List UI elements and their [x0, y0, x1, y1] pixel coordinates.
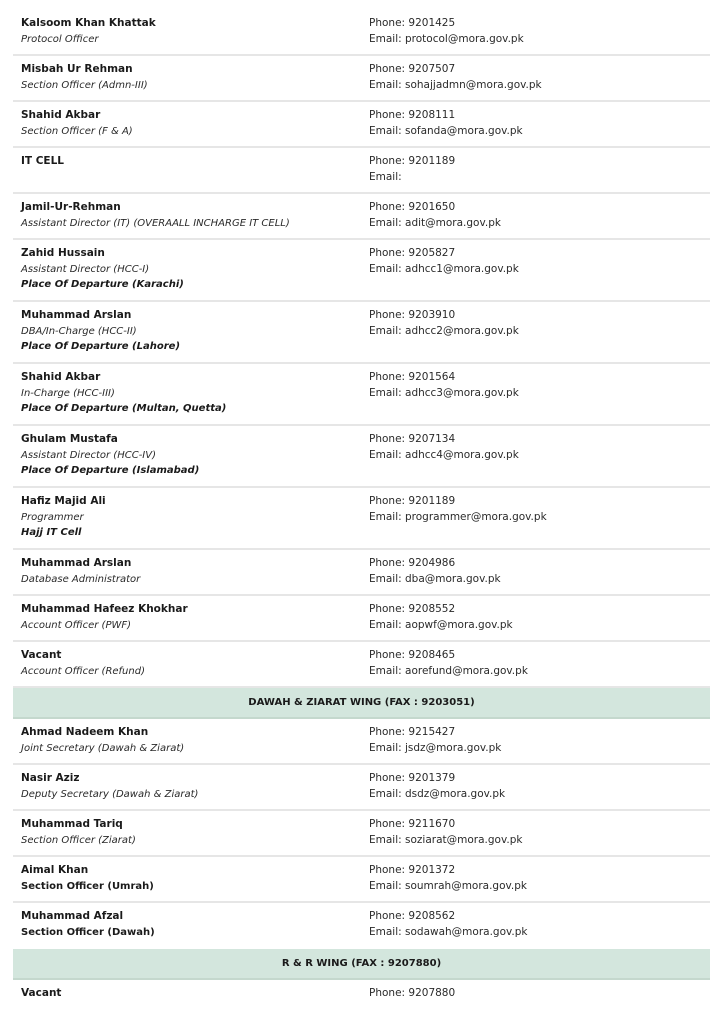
table-row	[13, 426, 710, 488]
person-cell	[13, 194, 362, 238]
contact-cell	[362, 857, 710, 901]
person-designation: Account Officer (Refund)	[21, 665, 145, 677]
table-row	[13, 240, 710, 302]
person-designation: Account Officer (PWF)	[21, 619, 132, 631]
person-name: Vacant	[21, 649, 62, 661]
person-name: Kalsoom Khan Khattak	[21, 17, 156, 29]
email-address[interactable]: Email: protocol@mora.gov.pk	[369, 32, 524, 45]
person-name: Muhammad Hafeez Khokhar	[21, 603, 188, 615]
section-header-dawah-ziarat-wing	[13, 688, 710, 719]
person-name: Nasir Aziz	[21, 772, 80, 784]
person-designation: DBA/In-Charge (HCC-II)	[21, 325, 137, 337]
table-row	[13, 550, 710, 596]
person-designation: Assistant Director (IT) (OVERAALL INCHARGE IT CELL)	[21, 217, 290, 229]
person-cell	[13, 596, 362, 640]
email-address[interactable]: Email: soumrah@mora.gov.pk	[369, 879, 528, 892]
unit-label: Hajj IT Cell	[21, 527, 82, 538]
table-row	[13, 148, 710, 194]
person-designation: Assistant Director (HCC-IV)	[21, 449, 156, 461]
contact-cell	[362, 148, 710, 192]
table-row	[13, 765, 710, 811]
email-address[interactable]: Email: sohajjadmn@mora.gov.pk	[369, 78, 542, 91]
contact-cell	[362, 56, 710, 100]
email-address[interactable]: Email: adhcc4@mora.gov.pk	[369, 448, 519, 461]
phone-number: Phone: 9201379	[369, 772, 456, 784]
person-cell	[13, 240, 362, 300]
contact-cell	[362, 240, 710, 300]
phone-number: Phone: 9207134	[369, 433, 456, 445]
contact-cell	[362, 488, 710, 548]
person-cell	[13, 148, 362, 192]
section-title: R & R WING (FAX : 9207880)	[281, 958, 442, 969]
person-name: Muhammad Tariq	[21, 818, 123, 830]
table-row	[13, 10, 710, 56]
contact-cell	[362, 980, 710, 1026]
contact-cell	[362, 194, 710, 238]
email-address[interactable]: Email: dsdz@mora.gov.pk	[369, 787, 506, 800]
person-name: Muhammad Arslan	[21, 309, 132, 321]
email-address[interactable]: Email: sodawah@mora.gov.pk	[369, 925, 528, 938]
place-of-departure: Place Of Departure (Lahore)	[21, 341, 181, 352]
person-name: Jamil-Ur-Rehman	[21, 201, 121, 213]
person-designation: Protocol Officer	[21, 33, 99, 45]
person-name: Hafiz Majid Ali	[21, 495, 106, 507]
table-row	[13, 642, 710, 688]
phone-number: Phone: 9215427	[369, 726, 456, 738]
person-cell	[13, 102, 362, 146]
person-name: Vacant	[21, 987, 62, 999]
contact-cell	[362, 426, 710, 486]
contact-directory-table	[13, 10, 710, 1026]
person-cell	[13, 488, 362, 548]
person-name: Aimal Khan	[21, 864, 89, 876]
person-cell	[13, 642, 362, 686]
person-name: Muhammad Arslan	[21, 557, 132, 569]
table-row	[13, 488, 710, 550]
contact-cell	[362, 302, 710, 362]
table-row	[13, 56, 710, 102]
person-cell	[13, 302, 362, 362]
contact-cell	[362, 550, 710, 594]
phone-number: Phone: 9203910	[369, 309, 456, 321]
email-address: Email:	[369, 170, 402, 183]
phone-number: Phone: 9208552	[369, 603, 456, 615]
table-row	[13, 811, 710, 857]
email-address[interactable]: Email: adit@mora.gov.pk	[369, 216, 501, 229]
section-header-r-and-r-wing	[13, 949, 710, 980]
email-address[interactable]: Email: jsdz@mora.gov.pk	[369, 741, 502, 754]
email-address[interactable]: Email: soziarat@mora.gov.pk	[369, 833, 523, 846]
contact-cell	[362, 765, 710, 809]
unit-name: IT CELL	[21, 155, 64, 167]
contact-cell	[362, 596, 710, 640]
person-designation: Assistant Director (HCC-I)	[21, 263, 150, 275]
place-of-departure: Place Of Departure (Islamabad)	[21, 465, 200, 476]
person-name: Shahid Akbar	[21, 109, 101, 121]
table-row	[13, 102, 710, 148]
person-designation: In-Charge (HCC-III)	[21, 387, 115, 399]
table-row	[13, 194, 710, 240]
person-designation: Programmer	[21, 511, 84, 523]
table-row	[13, 596, 710, 642]
email-address[interactable]: Email: aopwf@mora.gov.pk	[369, 618, 513, 631]
email-address[interactable]: Email: adhcc1@mora.gov.pk	[369, 262, 519, 275]
email-address[interactable]: Email: programmer@mora.gov.pk	[369, 510, 547, 523]
place-of-departure: Place Of Departure (Multan, Quetta)	[21, 403, 227, 414]
person-designation: Section Officer (Umrah)	[21, 880, 154, 892]
person-designation: Database Administrator	[21, 573, 141, 585]
person-designation: Section Officer (F & A)	[21, 125, 133, 137]
table-row	[13, 719, 710, 765]
person-cell	[13, 857, 362, 901]
email-address[interactable]: Email: adhcc2@mora.gov.pk	[369, 324, 519, 337]
person-designation: Section Officer (Ziarat)	[21, 834, 136, 846]
phone-number: Phone: 9201189	[369, 155, 456, 167]
phone-number: Phone: 9211670	[369, 818, 456, 830]
table-row	[13, 302, 710, 364]
email-address[interactable]: Email: dba@mora.gov.pk	[369, 572, 501, 585]
person-cell	[13, 364, 362, 424]
person-cell	[13, 426, 362, 486]
phone-number: Phone: 9201189	[369, 495, 456, 507]
person-name: Zahid Hussain	[21, 247, 105, 259]
phone-number: Phone: 9207880	[369, 987, 456, 999]
phone-number: Phone: 9208562	[369, 910, 456, 922]
email-address[interactable]: Email: aorefund@mora.gov.pk	[369, 664, 528, 677]
person-name: Misbah Ur Rehman	[21, 63, 133, 75]
person-name: Muhammad Afzal	[21, 910, 124, 922]
person-name: Ahmad Nadeem Khan	[21, 726, 149, 738]
phone-number: Phone: 9208111	[369, 109, 456, 121]
person-name: Shahid Akbar	[21, 371, 101, 383]
person-designation: Section Officer (Dawah)	[21, 926, 155, 938]
person-designation: Joint Secretary (Dawah & Ziarat)	[21, 742, 185, 754]
phone-number: Phone: 9207507	[369, 63, 456, 75]
contact-cell	[362, 719, 710, 763]
phone-number: Phone: 9201372	[369, 864, 456, 876]
contact-cell	[362, 903, 710, 949]
person-designation: Section Officer (Admn-III)	[21, 79, 148, 91]
person-designation: Deputy Secretary (Dawah & Ziarat)	[21, 788, 199, 800]
table-row	[13, 857, 710, 903]
person-cell	[13, 10, 362, 54]
person-cell	[13, 550, 362, 594]
contact-cell	[362, 10, 710, 54]
person-name: Ghulam Mustafa	[21, 433, 118, 445]
phone-number: Phone: 9201650	[369, 201, 456, 213]
phone-number: Phone: 9201564	[369, 371, 456, 383]
email-address[interactable]: Email: adhcc3@mora.gov.pk	[369, 386, 519, 399]
person-cell	[13, 980, 362, 1026]
contact-cell	[362, 811, 710, 855]
email-address[interactable]: Email: sofanda@mora.gov.pk	[369, 124, 523, 137]
contact-cell	[362, 102, 710, 146]
place-of-departure: Place Of Departure (Karachi)	[21, 279, 184, 290]
table-row	[13, 364, 710, 426]
phone-number: Phone: 9201425	[369, 17, 456, 29]
contact-cell	[362, 642, 710, 686]
section-title: DAWAH & ZIARAT WING (FAX : 9203051)	[248, 697, 475, 708]
person-cell	[13, 811, 362, 855]
phone-number: Phone: 9204986	[369, 557, 456, 569]
phone-number: Phone: 9208465	[369, 649, 456, 661]
table-row	[13, 980, 710, 1026]
person-cell	[13, 765, 362, 809]
phone-number: Phone: 9205827	[369, 247, 456, 259]
contact-cell	[362, 364, 710, 424]
person-cell	[13, 56, 362, 100]
table-row	[13, 903, 710, 949]
person-cell	[13, 903, 362, 949]
person-cell	[13, 719, 362, 763]
